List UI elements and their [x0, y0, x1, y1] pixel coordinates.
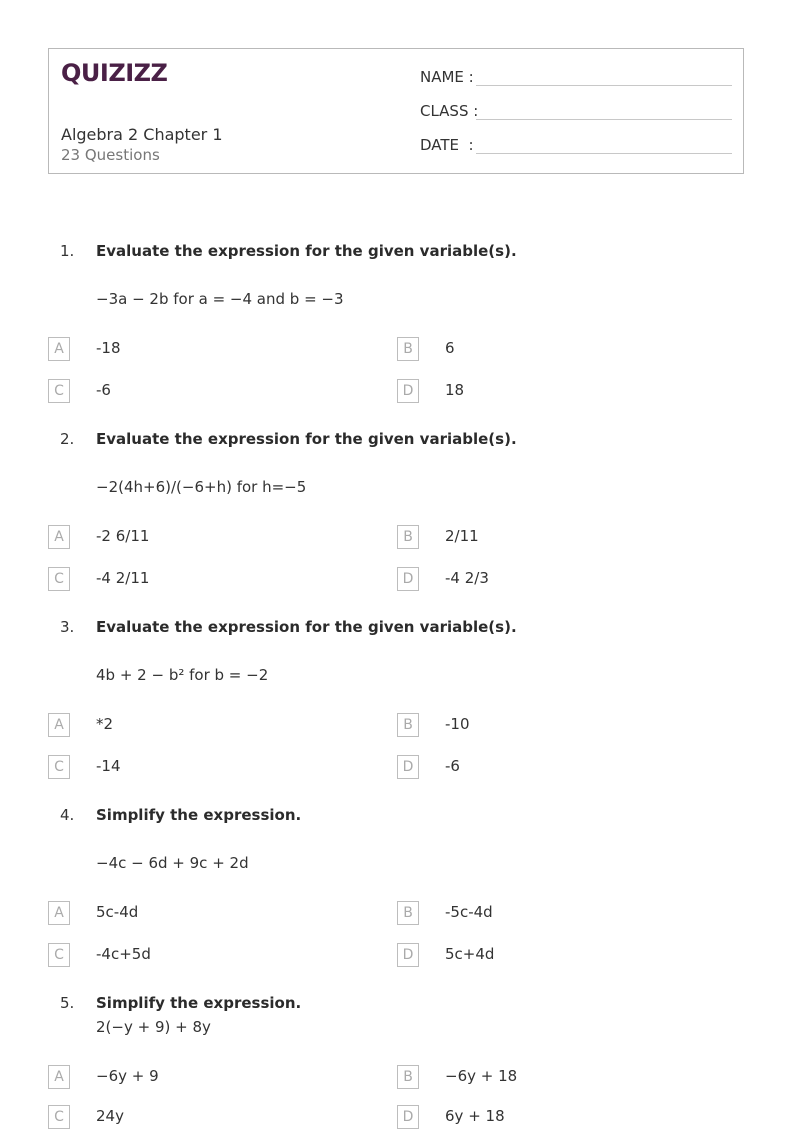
class-line[interactable] — [476, 101, 732, 120]
option-value: 5c-4d — [96, 903, 139, 921]
class-label: CLASS : — [420, 102, 479, 120]
question-text: Evaluate the expression for the given variable(s). — [96, 242, 517, 260]
question-number: 4. — [60, 806, 75, 824]
option-value: −6y + 18 — [445, 1067, 518, 1085]
option-letter-box: D — [397, 379, 419, 403]
option-value: -14 — [96, 757, 121, 775]
option-letter-box: A — [48, 713, 70, 737]
option-letter-box: D — [397, 755, 419, 779]
question-expression: 4b + 2 − b² for b = −2 — [96, 666, 269, 684]
option-letter-box: B — [397, 713, 419, 737]
worksheet-title: Algebra 2 Chapter 1 — [61, 125, 223, 144]
option-letter-box: C — [48, 943, 70, 967]
option-letter-box: C — [48, 1105, 70, 1129]
option-value: -10 — [445, 715, 470, 733]
name-line[interactable] — [476, 67, 732, 86]
option-value: -4 2/11 — [96, 569, 150, 587]
option-letter-box: B — [397, 525, 419, 549]
name-label: NAME : — [420, 68, 474, 86]
date-line[interactable] — [476, 135, 732, 154]
option-letter-box: A — [48, 1065, 70, 1089]
option-letter-box: C — [48, 567, 70, 591]
class-field[interactable] — [420, 101, 732, 120]
question-count: 23 Questions — [61, 146, 160, 164]
option-value: 6y + 18 — [445, 1107, 505, 1125]
option-letter-box: C — [48, 755, 70, 779]
question-text: Simplify the expression. — [96, 806, 302, 824]
question-expression: −3a − 2b for a = −4 and b = −3 — [96, 290, 344, 308]
option-letter-box: A — [48, 337, 70, 361]
question-number: 5. — [60, 994, 75, 1012]
question-number: 2. — [60, 430, 75, 448]
option-value: -4 2/3 — [445, 569, 489, 587]
option-letter-box: B — [397, 1065, 419, 1089]
option-value: 18 — [445, 381, 465, 399]
option-value: −6y + 9 — [96, 1067, 159, 1085]
option-letter-box: A — [48, 525, 70, 549]
name-field[interactable] — [420, 67, 732, 86]
option-value: 24y — [96, 1107, 124, 1125]
option-value: -4c+5d — [96, 945, 151, 963]
option-letter-box: A — [48, 901, 70, 925]
question-text: Simplify the expression. — [96, 994, 302, 1012]
option-letter-box: B — [397, 337, 419, 361]
quizizz-logo: QUIZIZZ — [61, 59, 168, 87]
option-value: 5c+4d — [445, 945, 495, 963]
option-value: -6 — [96, 381, 111, 399]
option-value: -2 6/11 — [96, 527, 150, 545]
option-letter-box: D — [397, 1105, 419, 1129]
option-value: -5c-4d — [445, 903, 493, 921]
option-letter-box: D — [397, 567, 419, 591]
question-number: 3. — [60, 618, 75, 636]
question-expression: −4c − 6d + 9c + 2d — [96, 854, 249, 872]
question-expression: −2(4h+6)/(−6+h) for h=−5 — [96, 478, 307, 496]
option-value: *2 — [96, 715, 114, 733]
option-value: -18 — [96, 339, 121, 357]
option-value: 6 — [445, 339, 455, 357]
question-text: Evaluate the expression for the given variable(s). — [96, 430, 517, 448]
worksheet-header — [48, 48, 744, 174]
option-letter-box: C — [48, 379, 70, 403]
option-value: -6 — [445, 757, 460, 775]
option-value: 2/11 — [445, 527, 479, 545]
question-text: Evaluate the expression for the given variable(s). — [96, 618, 517, 636]
option-letter-box: D — [397, 943, 419, 967]
date-field[interactable] — [420, 135, 732, 154]
question-number: 1. — [60, 242, 75, 260]
question-expression: 2(−y + 9) + 8y — [96, 1018, 211, 1036]
option-letter-box: B — [397, 901, 419, 925]
date-label: DATE : — [420, 136, 474, 154]
